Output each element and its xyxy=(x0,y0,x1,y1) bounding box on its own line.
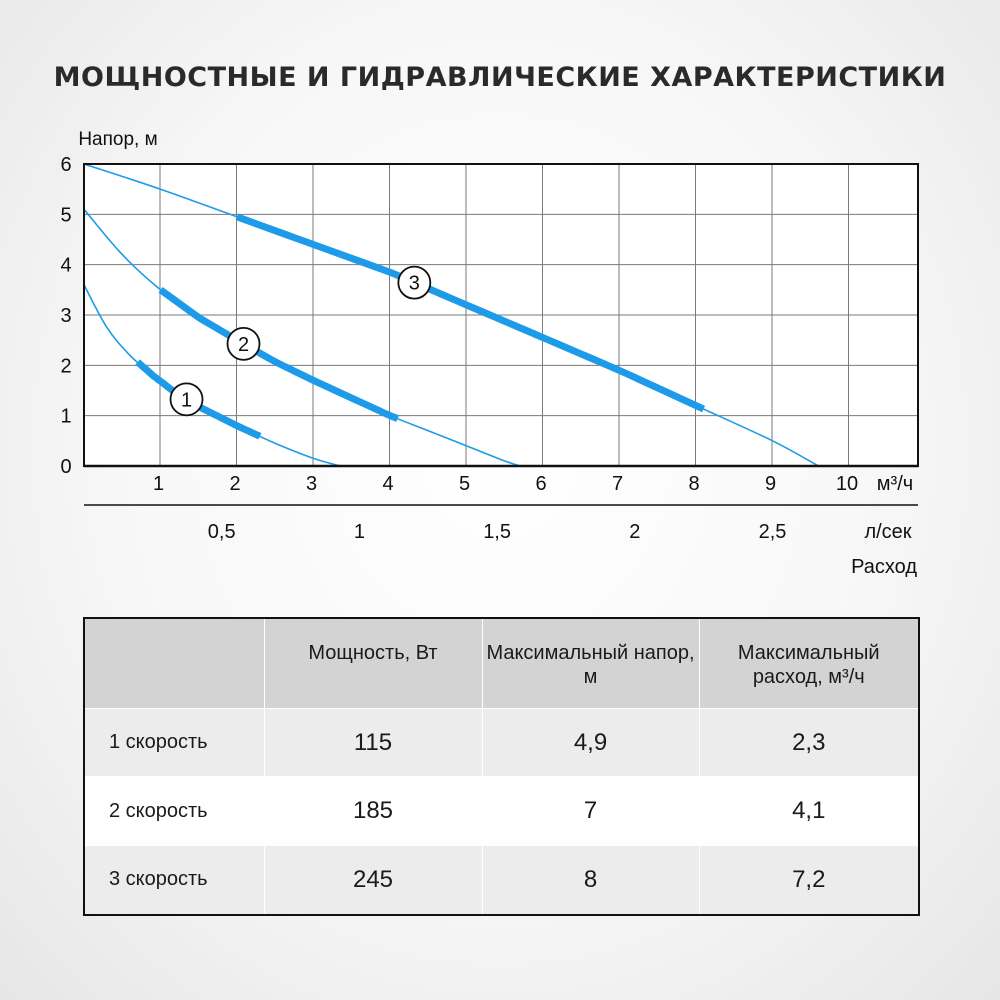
x-tick-label: 4 xyxy=(382,473,394,495)
x-axis-label: Расход xyxy=(851,556,917,578)
table-header-max-flow: Максимальный расход, м³/ч xyxy=(699,618,919,709)
table-header-power: Мощность, Вт xyxy=(264,618,482,709)
table-row xyxy=(84,777,919,845)
table-cell-power: 185 xyxy=(264,777,482,845)
table-cell-power: 245 xyxy=(264,845,482,915)
table-cell-max-head: 7 xyxy=(482,777,699,845)
series-3-label: 3 xyxy=(408,272,420,295)
y-tick-label: 5 xyxy=(60,204,72,227)
x-tick-label: 5 xyxy=(458,473,471,495)
specs-table xyxy=(83,617,920,916)
table-header-empty xyxy=(84,618,264,709)
table-row xyxy=(84,709,919,777)
table-cell-max-flow: 4,1 xyxy=(699,777,919,845)
series-1-label: 1 xyxy=(180,389,193,412)
chart-grid xyxy=(84,164,918,466)
table-cell-max-head: 4,9 xyxy=(482,709,699,777)
series-2-label: 2 xyxy=(237,333,250,356)
x2-tick-label: 2,5 xyxy=(758,521,787,543)
table-cell-max-flow: 7,2 xyxy=(699,845,919,915)
x2-tick-label: 1,5 xyxy=(483,521,512,543)
x2-tick-label: 2 xyxy=(629,521,641,543)
table-cell-speed: 3 скорость xyxy=(84,845,264,915)
table-row xyxy=(84,845,919,915)
table-cell-speed: 1 скорость xyxy=(84,709,264,777)
x-tick-label: 9 xyxy=(764,473,777,495)
page-title: МОЩНОСТНЫЕ И ГИДРАВЛИЧЕСКИЕ ХАРАКТЕРИСТИКИ xyxy=(53,62,947,93)
x2-tick-label: 1 xyxy=(353,521,365,543)
x2-tick-label: 0,5 xyxy=(207,521,236,543)
x-tick-label: 7 xyxy=(611,473,624,495)
y-tick-label: 0 xyxy=(60,456,72,478)
y-axis-label: Напор, м xyxy=(78,129,158,150)
table-header-max-head: Максимальный напор, м xyxy=(482,618,699,709)
table-cell-power: 115 xyxy=(264,709,482,777)
table-header-row xyxy=(84,618,919,709)
table-cell-speed: 2 скорость xyxy=(84,777,264,845)
x-unit-label: м³/ч xyxy=(876,473,914,495)
y-tick-label: 4 xyxy=(60,254,72,277)
x-tick-label: 8 xyxy=(688,473,700,495)
x-tick-label: 2 xyxy=(229,473,241,495)
x-tick-label: 6 xyxy=(535,473,547,495)
x2-unit-label: л/сек xyxy=(864,521,912,543)
y-tick-label: 2 xyxy=(60,355,72,378)
table-cell-max-flow: 2,3 xyxy=(699,709,919,777)
x-tick-label: 1 xyxy=(152,473,165,495)
y-tick-label: 3 xyxy=(60,305,72,327)
table-cell-max-head: 8 xyxy=(482,845,699,915)
y-tick-label: 1 xyxy=(60,405,72,428)
x-tick-label: 10 xyxy=(835,473,859,495)
y-tick-label: 6 xyxy=(60,154,72,176)
x-tick-label: 3 xyxy=(305,473,318,495)
